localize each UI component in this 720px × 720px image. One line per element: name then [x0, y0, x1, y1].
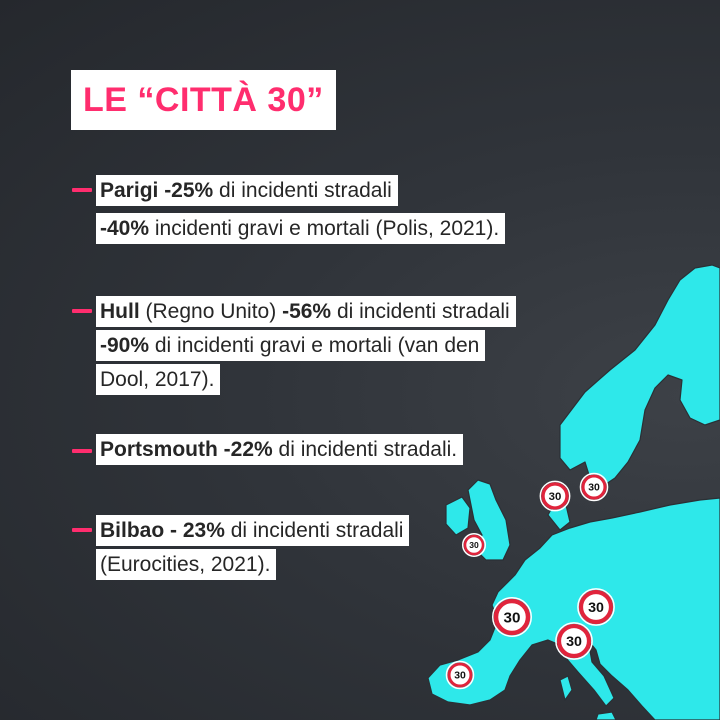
item-line [96, 515, 409, 546]
item-line [96, 434, 463, 465]
text: incidenti gravi e mortali (Polis, 2021). [149, 217, 500, 240]
speed-limit-30-sign [578, 589, 614, 625]
item-line [96, 549, 276, 580]
text: (Eurocities, 2021). [100, 553, 271, 576]
speed-limit-30-sign [446, 661, 473, 688]
island-land [560, 676, 572, 700]
svg-text:30: 30 [588, 599, 604, 616]
text: di incidenti stradali [331, 300, 510, 323]
page-title: LE “CITTÀ 30” [83, 80, 324, 119]
svg-text:30: 30 [454, 670, 466, 682]
item-line [96, 213, 505, 244]
svg-text:30: 30 [566, 633, 582, 650]
text: di incidenti gravi e mortali (van den [149, 334, 480, 357]
item-line [96, 364, 220, 395]
text: di incidenti stradali. [272, 438, 458, 461]
text: di incidenti stradali [224, 519, 404, 542]
svg-text:30: 30 [548, 490, 562, 503]
bullet-dash [72, 309, 92, 313]
bullet-dash [72, 528, 92, 532]
text: di incidenti stradali [213, 179, 392, 202]
svg-text:30: 30 [503, 609, 521, 627]
speed-limit-30-sign [463, 534, 486, 557]
bold-text: Parigi -25% [100, 179, 214, 202]
bold-text: Hull [100, 300, 140, 323]
bold-text: Portsmouth -22% [100, 438, 273, 461]
speed-limit-30-sign [493, 598, 531, 636]
item-line [96, 175, 398, 206]
svg-text:30: 30 [469, 539, 479, 550]
bold-text: -90% [100, 334, 150, 357]
title-box [71, 70, 336, 130]
item-line [96, 330, 485, 361]
bold-text: -40% [100, 217, 150, 240]
text: Dool, 2017). [100, 368, 215, 391]
speed-limit-30-sign [580, 473, 607, 500]
continent-land [428, 498, 720, 720]
scandinavia-land [560, 265, 720, 488]
speed-limit-30-sign [540, 481, 569, 510]
item-line [96, 296, 516, 327]
bullet-dash [72, 188, 92, 192]
bold-text: -56% [282, 300, 332, 323]
speed-limit-30-sign [556, 623, 592, 659]
sicily-land [596, 712, 616, 720]
ireland-land [446, 497, 470, 535]
bullet-dash [72, 449, 92, 453]
svg-text:30: 30 [588, 482, 600, 494]
bold-text: Bilbao - 23% [100, 519, 225, 542]
text: (Regno Unito) [139, 300, 283, 323]
